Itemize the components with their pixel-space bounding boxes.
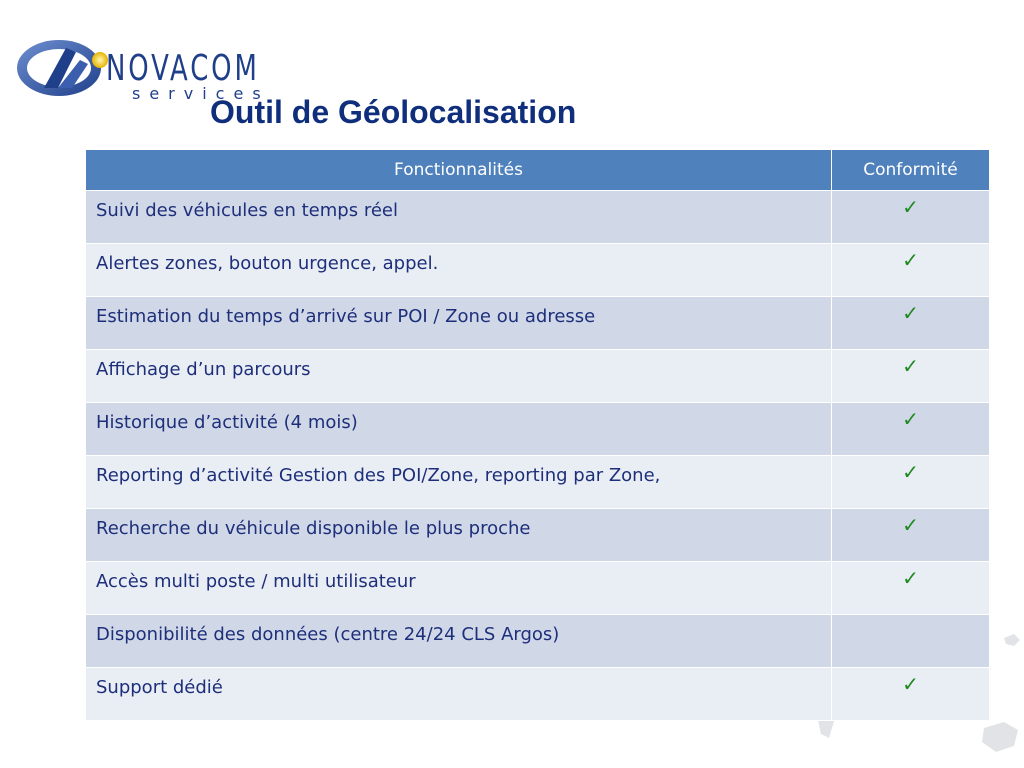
table-row: [86, 668, 990, 721]
logo-emblem-icon: [14, 30, 114, 106]
compliance-cell: [832, 350, 990, 403]
compliance-cell: [832, 403, 990, 456]
checkmark-icon: ✓: [902, 248, 919, 272]
features-table: [85, 149, 990, 721]
feature-label: Suivi des véhicules en temps réel: [96, 200, 398, 221]
feature-cell: [86, 297, 832, 350]
feature-label: Recherche du véhicule disponible le plus proche: [96, 518, 531, 539]
table-row: [86, 562, 990, 615]
compliance-cell: [832, 244, 990, 297]
compliance-cell: [832, 668, 990, 721]
compliance-cell: [832, 509, 990, 562]
checkmark-icon: ✓: [902, 672, 919, 696]
checkmark-icon: ✓: [902, 513, 919, 537]
feature-label: Disponibilité des données (centre 24/24 CLS Argos): [96, 624, 560, 645]
feature-label: Estimation du temps d’arrivé sur POI / Zone ou adresse: [96, 306, 596, 327]
header-compliance: Conformité: [832, 150, 990, 191]
feature-label: Alertes zones, bouton urgence, appel.: [96, 253, 439, 274]
logo-subtitle: services: [132, 84, 270, 103]
compliance-cell: [832, 297, 990, 350]
checkmark-icon: ✓: [902, 460, 919, 484]
checkmark-icon: ✓: [902, 354, 919, 378]
table-row: [86, 509, 990, 562]
feature-cell: [86, 244, 832, 297]
table-row: [86, 191, 990, 244]
feature-cell: [86, 456, 832, 509]
checkmark-icon: ✓: [902, 566, 919, 590]
feature-label: Accès multi poste / multi utilisateur: [96, 571, 416, 592]
feature-cell: [86, 191, 832, 244]
compliance-cell: [832, 562, 990, 615]
feature-cell: [86, 403, 832, 456]
compliance-cell: [832, 615, 990, 668]
feature-cell: [86, 509, 832, 562]
table-row: [86, 456, 990, 509]
feature-cell: [86, 350, 832, 403]
feature-label: Support dédié: [96, 677, 223, 698]
compliance-cell: [832, 456, 990, 509]
feature-cell: [86, 668, 832, 721]
logo-wordmark: NOVACOM: [106, 48, 260, 89]
table-row: [86, 297, 990, 350]
feature-cell: [86, 615, 832, 668]
feature-cell: [86, 562, 832, 615]
page-title: Outil de Géolocalisation: [210, 94, 577, 130]
table-row: [86, 350, 990, 403]
table-row: [86, 615, 990, 668]
checkmark-icon: ✓: [902, 407, 919, 431]
compliance-cell: [832, 191, 990, 244]
table-row: [86, 403, 990, 456]
table-header-row: [86, 150, 990, 191]
table-row: [86, 244, 990, 297]
checkmark-icon: ✓: [902, 301, 919, 325]
feature-label: Historique d’activité (4 mois): [96, 412, 358, 433]
feature-label: Reporting d’activité Gestion des POI/Zone, reporting par Zone,: [96, 465, 661, 486]
header-features: Fonctionnalités: [86, 150, 832, 191]
checkmark-icon: ✓: [902, 195, 919, 219]
feature-label: Affichage d’un parcours: [96, 359, 311, 380]
